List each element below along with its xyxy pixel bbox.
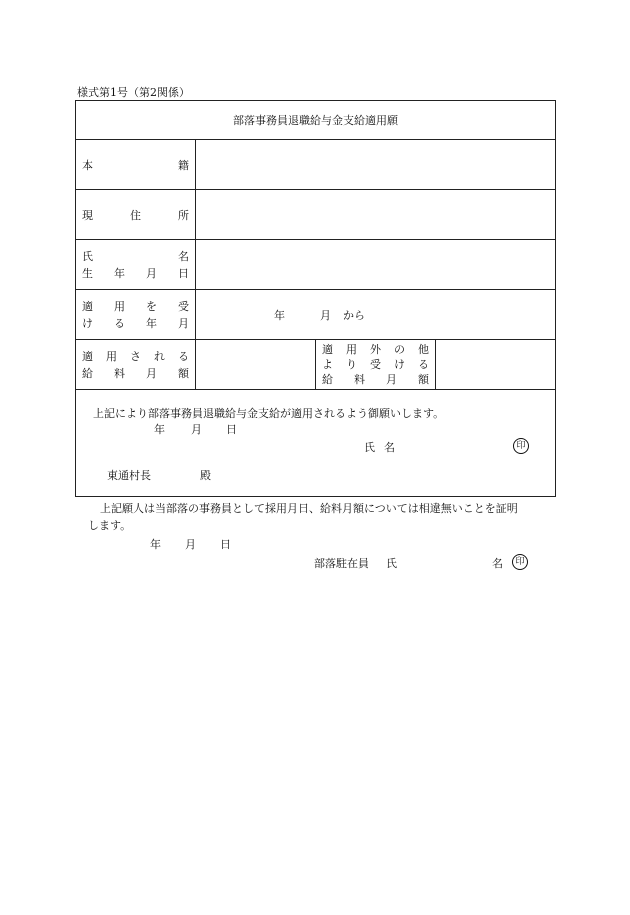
row-name-birth bbox=[76, 240, 556, 290]
request-date-day: 日 bbox=[226, 423, 237, 436]
label-salary: 適 用 さ れ る 給 料 月 額 bbox=[76, 340, 196, 390]
certification-name-label-1: 氏 bbox=[386, 557, 397, 570]
request-text: 上記により部落事務員退職給与金支給が適用されるよう御願いします。 bbox=[93, 407, 445, 420]
addressee: 東通村長 bbox=[107, 469, 151, 482]
value-address[interactable] bbox=[196, 190, 556, 240]
form-number: 様式第1号（第2関係） bbox=[77, 86, 190, 99]
request-name-label-2: 名 bbox=[384, 441, 395, 454]
label-apply-date: 適 用 を 受 け る 年 月 bbox=[76, 290, 196, 340]
certification-date-month: 月 bbox=[185, 538, 196, 551]
label-other-salary: 適 用 外 の 他 よ り 受 け る 給 料 月 額 bbox=[316, 340, 436, 390]
application-form-table bbox=[75, 100, 556, 497]
label-name-birth: 氏 名 生 年 月 日 bbox=[76, 240, 196, 290]
value-salary[interactable] bbox=[196, 340, 316, 390]
value-name-birth[interactable] bbox=[196, 240, 556, 290]
certification-line-2: します。 bbox=[88, 519, 132, 532]
certification-date-day: 日 bbox=[220, 538, 231, 551]
value-apply-date[interactable] bbox=[196, 290, 556, 340]
request-date-month: 月 bbox=[191, 423, 202, 436]
certification-date-year: 年 bbox=[150, 538, 161, 551]
certification-line-1: 上記願人は当部落の事務員として採用月日、給料月額については相違無いことを証明 bbox=[100, 502, 518, 515]
label-address: 現 住 所 bbox=[76, 190, 196, 240]
request-section bbox=[76, 390, 556, 497]
apply-month-label: 月 bbox=[320, 309, 331, 322]
row-address bbox=[76, 190, 556, 240]
request-name-label-1: 氏 bbox=[364, 441, 375, 454]
apply-from-label: から bbox=[343, 309, 365, 322]
request-date-year: 年 bbox=[154, 423, 165, 436]
row-salary bbox=[76, 340, 556, 390]
certification-seal-icon: 印 bbox=[512, 554, 528, 570]
row-honseki bbox=[76, 140, 556, 190]
addressee-honorific: 殿 bbox=[200, 469, 211, 482]
form-title: 部落事務員退職給与金支給適用願 bbox=[76, 101, 556, 140]
certification-name-label-2: 名 bbox=[492, 557, 503, 570]
seal-icon: 印 bbox=[513, 438, 529, 454]
value-other-salary[interactable] bbox=[436, 340, 556, 390]
value-honseki[interactable] bbox=[196, 140, 556, 190]
apply-year-label: 年 bbox=[274, 309, 285, 322]
label-honseki: 本 籍 bbox=[76, 140, 196, 190]
row-apply-date bbox=[76, 290, 556, 340]
certification-role: 部落駐在員 bbox=[314, 557, 369, 570]
